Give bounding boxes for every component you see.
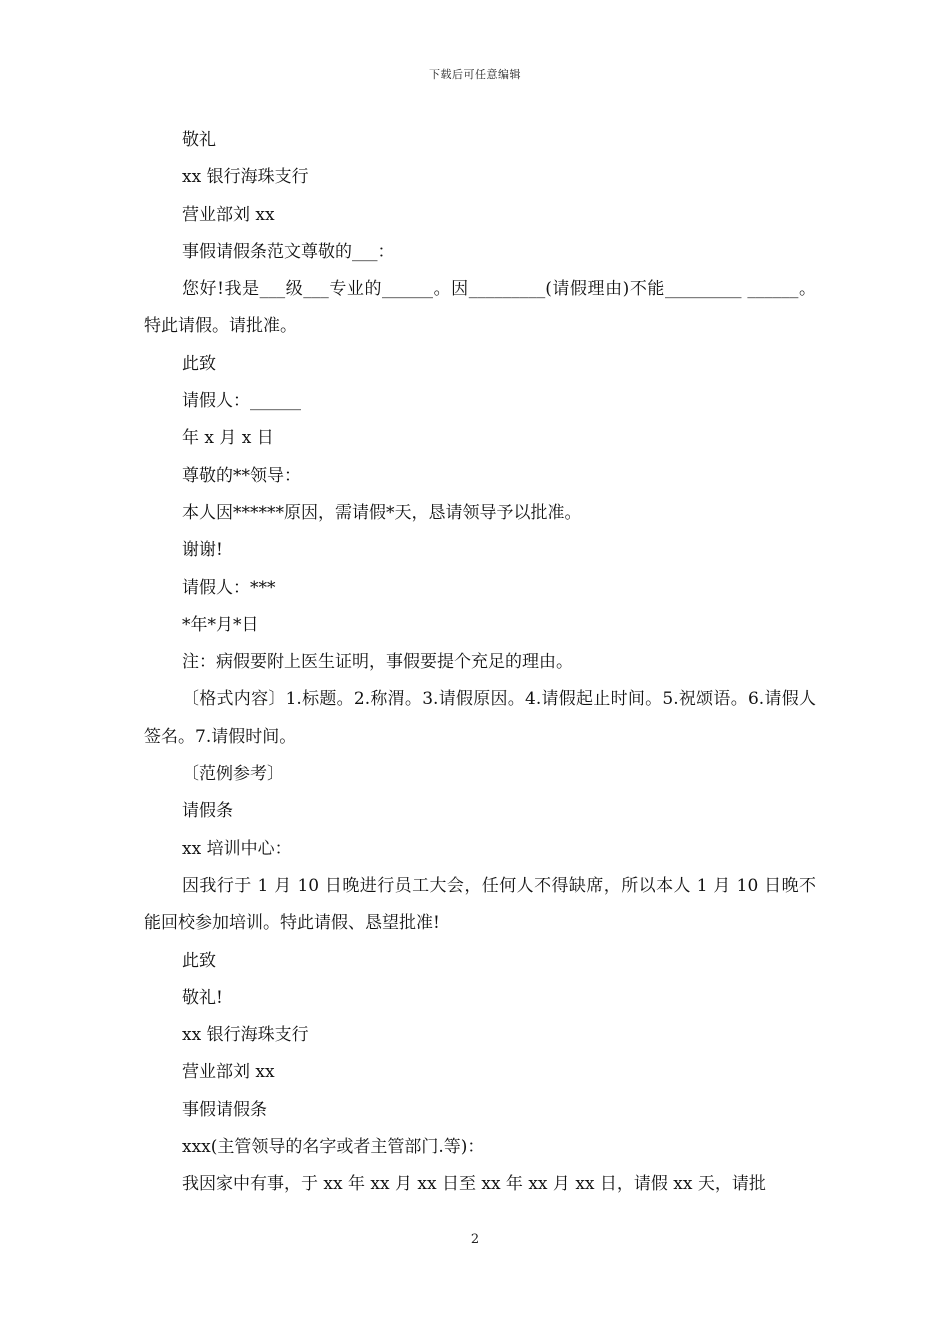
page-header-note: 下载后可任意编辑: [429, 68, 521, 81]
paragraph-department: 营业部刘 xx: [182, 204, 275, 225]
paragraph-heading-sample: 事假请假条范文尊敬的___：: [182, 241, 395, 262]
paragraph-example-heading: 〔范例参考〕: [182, 764, 284, 785]
document-body: [144, 122, 816, 1204]
paragraph-date: 年 x 月 x 日: [182, 428, 274, 449]
paragraph-bank-branch: xx 银行海珠支行: [182, 167, 309, 188]
paragraph-closing: 敬礼: [182, 130, 216, 150]
paragraph-date-2: *年*月*日: [182, 614, 259, 635]
page-number: 2: [470, 1232, 480, 1247]
paragraph-applicant: 请假人：______: [182, 391, 301, 412]
paragraph-supervisor: xxx(主管领导的名字或者主管部门.等)：: [182, 1137, 485, 1158]
paragraph-note: 注：病假要附上医生证明，事假要提个充足的理由。: [182, 652, 573, 673]
paragraph-addressee: 尊敬的**领导：: [182, 465, 301, 486]
paragraph-closing-2: 敬礼!: [182, 987, 223, 1008]
paragraph-reason: 本人因******原因，需请假*天，恳请领导予以批准。: [182, 502, 582, 523]
paragraph-thanks: 谢谢!: [182, 540, 223, 561]
paragraph-family-matter: 我因家中有事，于 xx 年 xx 月 xx 日至 xx 年 xx 月 xx 日，请假 xx 天，请批: [182, 1174, 766, 1195]
paragraph-bank-branch-2: xx 银行海珠支行: [182, 1025, 309, 1046]
paragraph-greeting-body: 您好!我是___级___专业的______。因_________(请假理由)不能_________ ______。特此请假。请批准。: [144, 279, 816, 337]
paragraph-training-center: xx 培训中心：: [182, 838, 292, 859]
paragraph-training-reason: 因我行于 1 月 10 日晚进行员工大会，任何人不得缺席，所以本人 1 月 10 日晚不能回校参加培训。特此请假、恳望批准!: [144, 875, 816, 934]
paragraph-salute-2: 此致: [182, 950, 216, 971]
paragraph-applicant-2: 请假人：***: [182, 577, 276, 598]
paragraph-format-content: 〔格式内容〕1.标题。2.称渭。3.请假原因。4.请假起止时间。5.祝颂语。6.请假人签名。7.请假时间。: [144, 689, 816, 747]
paragraph-salute: 此致: [182, 353, 216, 374]
paragraph-personal-leave-title: 事假请假条: [182, 1099, 267, 1120]
paragraph-note-title: 请假条: [182, 801, 233, 822]
paragraph-department-2: 营业部刘 xx: [182, 1062, 275, 1083]
